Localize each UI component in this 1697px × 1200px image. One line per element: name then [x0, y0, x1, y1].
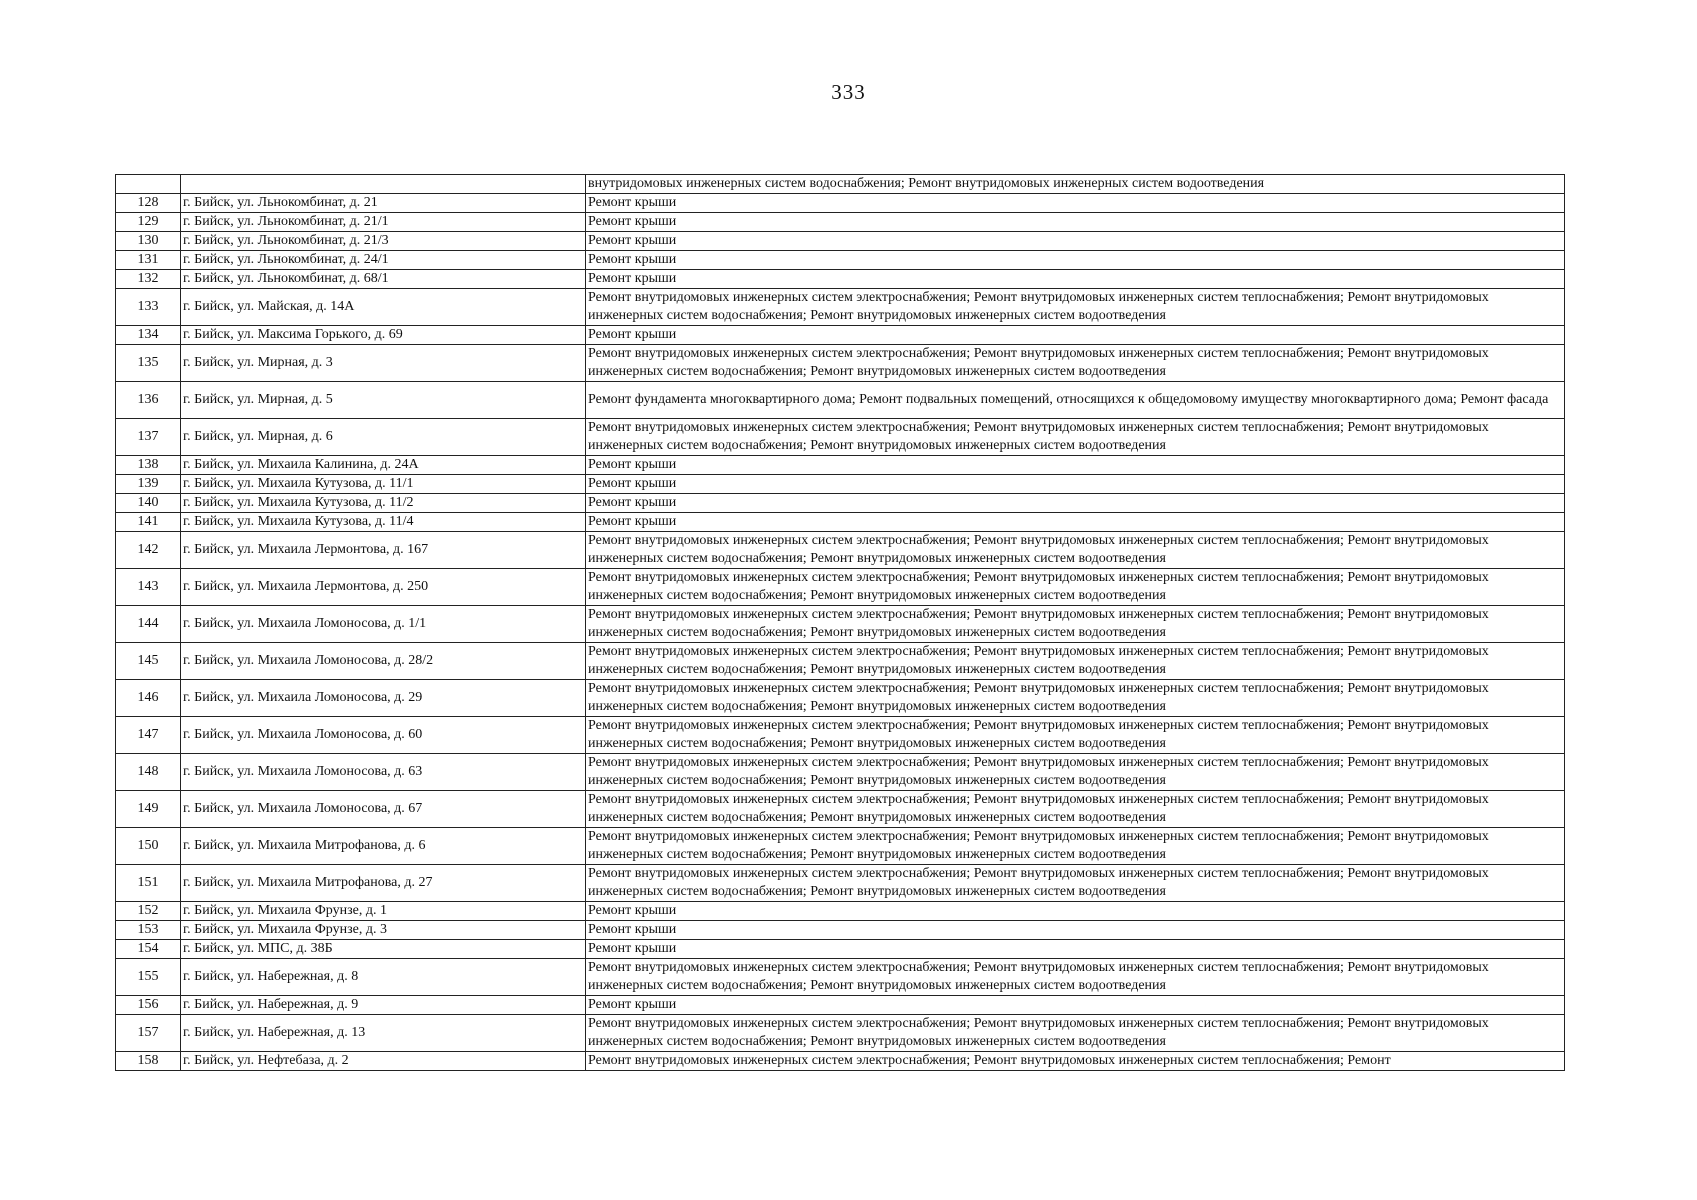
address-cell: г. Бийск, ул. Нефтебаза, д. 2	[181, 1052, 586, 1071]
row-number-cell: 142	[116, 532, 181, 569]
table-row	[116, 791, 1565, 828]
address-cell: г. Бийск, ул. Михаила Ломоносова, д. 28/2	[181, 643, 586, 680]
address-cell: г. Бийск, ул. Набережная, д. 9	[181, 996, 586, 1015]
address-cell	[181, 175, 586, 194]
row-number-cell: 141	[116, 513, 181, 532]
table-row	[116, 940, 1565, 959]
address-cell: г. Бийск, ул. Льнокомбинат, д. 21/1	[181, 213, 586, 232]
table-row	[116, 680, 1565, 717]
row-number-cell: 140	[116, 494, 181, 513]
address-cell: г. Бийск, ул. Льнокомбинат, д. 21	[181, 194, 586, 213]
work-type-cell: Ремонт внутридомовых инженерных систем электроснабжения; Ремонт внутридомовых инженерных систем теплоснабжения; Ремонт внутридомовых инженерных систем водоснабжения; Ремонт внутридомовых инженерных систем водоотведения	[586, 754, 1565, 791]
address-cell: г. Бийск, ул. Михаила Ломоносова, д. 63	[181, 754, 586, 791]
row-number-cell: 157	[116, 1015, 181, 1052]
work-type-cell: Ремонт крыши	[586, 940, 1565, 959]
work-type-cell: Ремонт внутридомовых инженерных систем электроснабжения; Ремонт внутридомовых инженерных систем теплоснабжения; Ремонт внутридомовых инженерных систем водоснабжения; Ремонт внутридомовых инженерных систем водоотведения	[586, 680, 1565, 717]
work-type-cell: Ремонт крыши	[586, 456, 1565, 475]
work-type-cell: Ремонт внутридомовых инженерных систем электроснабжения; Ремонт внутридомовых инженерных систем теплоснабжения; Ремонт внутридомовых инженерных систем водоснабжения; Ремонт внутридомовых инженерных систем водоотведения	[586, 289, 1565, 326]
table-row	[116, 494, 1565, 513]
table-row	[116, 606, 1565, 643]
address-cell: г. Бийск, ул. Михаила Ломоносова, д. 60	[181, 717, 586, 754]
row-number-cell: 155	[116, 959, 181, 996]
table-body	[116, 175, 1565, 1071]
row-number-cell: 137	[116, 419, 181, 456]
table-row	[116, 902, 1565, 921]
work-type-cell: Ремонт крыши	[586, 494, 1565, 513]
table-row	[116, 513, 1565, 532]
address-cell: г. Бийск, ул. Михаила Кутузова, д. 11/4	[181, 513, 586, 532]
work-type-cell: Ремонт крыши	[586, 902, 1565, 921]
work-type-cell: Ремонт внутридомовых инженерных систем электроснабжения; Ремонт внутридомовых инженерных систем теплоснабжения; Ремонт внутридомовых инженерных систем водоснабжения; Ремонт внутридомовых инженерных систем водоотведения	[586, 791, 1565, 828]
work-type-cell: Ремонт фундамента многоквартирного дома; Ремонт подвальных помещений, относящихся к общедомовому имуществу многоквартирного дома; Ремонт фасада	[586, 382, 1565, 419]
row-number-cell: 151	[116, 865, 181, 902]
table-row	[116, 232, 1565, 251]
work-type-cell: Ремонт крыши	[586, 921, 1565, 940]
work-type-cell: Ремонт крыши	[586, 232, 1565, 251]
work-type-cell: Ремонт внутридомовых инженерных систем электроснабжения; Ремонт внутридомовых инженерных систем теплоснабжения; Ремонт внутридомовых инженерных систем водоснабжения; Ремонт внутридомовых инженерных систем водоотведения	[586, 419, 1565, 456]
row-number-cell: 136	[116, 382, 181, 419]
address-cell: г. Бийск, ул. Михаила Кутузова, д. 11/2	[181, 494, 586, 513]
row-number-cell: 130	[116, 232, 181, 251]
address-cell: г. Бийск, ул. Мирная, д. 5	[181, 382, 586, 419]
work-type-cell: Ремонт внутридомовых инженерных систем электроснабжения; Ремонт внутридомовых инженерных систем теплоснабжения; Ремонт внутридомовых инженерных систем водоснабжения; Ремонт внутридомовых инженерных систем водоотведения	[586, 569, 1565, 606]
row-number-cell	[116, 175, 181, 194]
row-number-cell: 153	[116, 921, 181, 940]
table-row	[116, 382, 1565, 419]
work-type-cell: Ремонт крыши	[586, 270, 1565, 289]
work-type-cell: Ремонт внутридомовых инженерных систем электроснабжения; Ремонт внутридомовых инженерных систем теплоснабжения; Ремонт внутридомовых инженерных систем водоснабжения; Ремонт внутридомовых инженерных систем водоотведения	[586, 828, 1565, 865]
work-type-cell: Ремонт крыши	[586, 213, 1565, 232]
work-type-cell: Ремонт крыши	[586, 475, 1565, 494]
work-type-cell: Ремонт крыши	[586, 251, 1565, 270]
table-row	[116, 921, 1565, 940]
work-type-cell: Ремонт внутридомовых инженерных систем электроснабжения; Ремонт внутридомовых инженерных систем теплоснабжения; Ремонт внутридомовых инженерных систем водоснабжения; Ремонт внутридомовых инженерных систем водоотведения	[586, 643, 1565, 680]
table-row	[116, 569, 1565, 606]
continuation-row	[116, 175, 1565, 194]
work-type-cell: Ремонт внутридомовых инженерных систем электроснабжения; Ремонт внутридомовых инженерных систем теплоснабжения; Ремонт внутридомовых инженерных систем водоснабжения; Ремонт внутридомовых инженерных систем водоотведения	[586, 345, 1565, 382]
address-cell: г. Бийск, ул. Майская, д. 14А	[181, 289, 586, 326]
address-cell: г. Бийск, ул. Максима Горького, д. 69	[181, 326, 586, 345]
row-number-cell: 147	[116, 717, 181, 754]
table-row	[116, 194, 1565, 213]
work-type-cell: внутридомовых инженерных систем водоснабжения; Ремонт внутридомовых инженерных систем водоотведения	[586, 175, 1565, 194]
table-row	[116, 717, 1565, 754]
table-row	[116, 532, 1565, 569]
work-type-cell: Ремонт внутридомовых инженерных систем электроснабжения; Ремонт внутридомовых инженерных систем теплоснабжения; Ремонт внутридомовых инженерных систем водоснабжения; Ремонт внутридомовых инженерных систем водоотведения	[586, 606, 1565, 643]
table-row	[116, 213, 1565, 232]
table-row	[116, 1015, 1565, 1052]
row-number-cell: 138	[116, 456, 181, 475]
row-number-cell: 132	[116, 270, 181, 289]
address-cell: г. Бийск, ул. Михаила Фрунзе, д. 3	[181, 921, 586, 940]
address-cell: г. Бийск, ул. Льнокомбинат, д. 24/1	[181, 251, 586, 270]
table-row	[116, 754, 1565, 791]
row-number-cell: 152	[116, 902, 181, 921]
table-row	[116, 419, 1565, 456]
address-cell: г. Бийск, ул. Михаила Калинина, д. 24А	[181, 456, 586, 475]
row-number-cell: 129	[116, 213, 181, 232]
page-number: 333	[831, 80, 866, 104]
row-number-cell: 143	[116, 569, 181, 606]
address-cell: г. Бийск, ул. Набережная, д. 8	[181, 959, 586, 996]
table-row	[116, 643, 1565, 680]
address-cell: г. Бийск, ул. Льнокомбинат, д. 68/1	[181, 270, 586, 289]
row-number-cell: 156	[116, 996, 181, 1015]
row-number-cell: 158	[116, 1052, 181, 1071]
address-cell: г. Бийск, ул. Михаила Лермонтова, д. 250	[181, 569, 586, 606]
row-number-cell: 134	[116, 326, 181, 345]
row-number-cell: 148	[116, 754, 181, 791]
address-cell: г. Бийск, ул. Михаила Лермонтова, д. 167	[181, 532, 586, 569]
row-number-cell: 135	[116, 345, 181, 382]
table-row	[116, 865, 1565, 902]
work-type-cell: Ремонт крыши	[586, 513, 1565, 532]
address-cell: г. Бийск, ул. Мирная, д. 6	[181, 419, 586, 456]
row-number-cell: 128	[116, 194, 181, 213]
work-type-cell: Ремонт внутридомовых инженерных систем электроснабжения; Ремонт внутридомовых инженерных систем теплоснабжения; Ремонт внутридомовых инженерных систем водоснабжения; Ремонт внутридомовых инженерных систем водоотведения	[586, 1015, 1565, 1052]
table-row	[116, 828, 1565, 865]
row-number-cell: 149	[116, 791, 181, 828]
address-cell: г. Бийск, ул. Михаила Митрофанова, д. 6	[181, 828, 586, 865]
work-type-cell: Ремонт крыши	[586, 326, 1565, 345]
table-row	[116, 996, 1565, 1015]
table-row	[116, 289, 1565, 326]
row-number-cell: 146	[116, 680, 181, 717]
row-number-cell: 133	[116, 289, 181, 326]
address-cell: г. Бийск, ул. МПС, д. 38Б	[181, 940, 586, 959]
work-type-cell: Ремонт внутридомовых инженерных систем электроснабжения; Ремонт внутридомовых инженерных систем теплоснабжения; Ремонт внутридомовых инженерных систем водоснабжения; Ремонт внутридомовых инженерных систем водоотведения	[586, 865, 1565, 902]
address-cell: г. Бийск, ул. Мирная, д. 3	[181, 345, 586, 382]
row-number-cell: 139	[116, 475, 181, 494]
address-cell: г. Бийск, ул. Михаила Фрунзе, д. 1	[181, 902, 586, 921]
work-type-cell: Ремонт внутридомовых инженерных систем электроснабжения; Ремонт внутридомовых инженерных систем теплоснабжения; Ремонт внутридомовых инженерных систем водоснабжения; Ремонт внутридомовых инженерных систем водоотведения	[586, 959, 1565, 996]
address-cell: г. Бийск, ул. Михаила Ломоносова, д. 67	[181, 791, 586, 828]
address-cell: г. Бийск, ул. Михаила Митрофанова, д. 27	[181, 865, 586, 902]
work-type-cell: Ремонт внутридомовых инженерных систем электроснабжения; Ремонт внутридомовых инженерных систем теплоснабжения; Ремонт	[586, 1052, 1565, 1071]
row-number-cell: 154	[116, 940, 181, 959]
address-cell: г. Бийск, ул. Михаила Ломоносова, д. 1/1	[181, 606, 586, 643]
repair-register-table	[115, 174, 1565, 1071]
row-number-cell: 150	[116, 828, 181, 865]
address-cell: г. Бийск, ул. Льнокомбинат, д. 21/3	[181, 232, 586, 251]
work-type-cell: Ремонт внутридомовых инженерных систем электроснабжения; Ремонт внутридомовых инженерных систем теплоснабжения; Ремонт внутридомовых инженерных систем водоснабжения; Ремонт внутридомовых инженерных систем водоотведения	[586, 532, 1565, 569]
table-row	[116, 1052, 1565, 1071]
row-number-cell: 131	[116, 251, 181, 270]
table-row	[116, 475, 1565, 494]
work-type-cell: Ремонт крыши	[586, 194, 1565, 213]
row-number-cell: 144	[116, 606, 181, 643]
table-row	[116, 345, 1565, 382]
table-row	[116, 456, 1565, 475]
work-type-cell: Ремонт крыши	[586, 996, 1565, 1015]
row-number-cell: 145	[116, 643, 181, 680]
address-cell: г. Бийск, ул. Михаила Кутузова, д. 11/1	[181, 475, 586, 494]
table-row	[116, 959, 1565, 996]
table-row	[116, 326, 1565, 345]
work-type-cell: Ремонт внутридомовых инженерных систем электроснабжения; Ремонт внутридомовых инженерных систем теплоснабжения; Ремонт внутридомовых инженерных систем водоснабжения; Ремонт внутридомовых инженерных систем водоотведения	[586, 717, 1565, 754]
table-row	[116, 270, 1565, 289]
address-cell: г. Бийск, ул. Михаила Ломоносова, д. 29	[181, 680, 586, 717]
address-cell: г. Бийск, ул. Набережная, д. 13	[181, 1015, 586, 1052]
table-row	[116, 251, 1565, 270]
